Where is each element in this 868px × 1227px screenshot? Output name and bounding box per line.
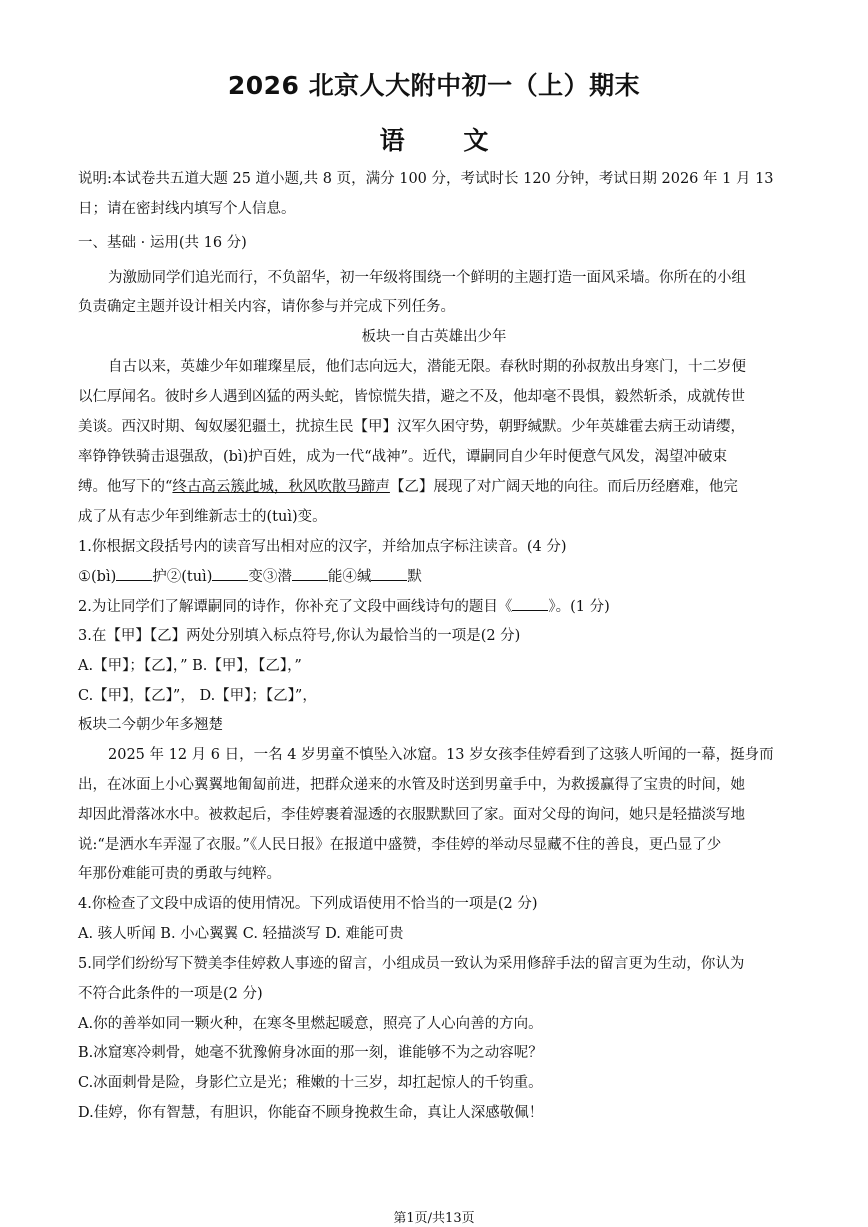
q1-item-c: 变③潜 bbox=[248, 569, 292, 585]
q2-text-b: 》。(1 分) bbox=[548, 599, 610, 615]
question-3-options-ab: A.【甲】；【乙】，” B.【甲】，【乙】，” bbox=[78, 658, 302, 674]
question-5-option-a: A.你的善举如同一颗火种，在寒冬里燃起暖意，照亮了人心向善的方向。 bbox=[78, 1016, 543, 1032]
question-5-option-b: B.冰窟寒冷刺骨，她毫不犹豫俯身冰面的那一刻，谁能够不为之动容呢？ bbox=[78, 1045, 543, 1061]
q1-item-a: ①(bì) bbox=[78, 569, 117, 585]
passage2-line-3: 却因此滑落冰水中。被救起后，李佳婷裹着湿透的衣服默默回了家。面对父母的询问，她只是轻描淡写地 bbox=[78, 807, 745, 823]
question-1: 1.你根据文段括号内的读音写出相对应的汉字，并给加点字标注读音。(4 分) bbox=[78, 539, 567, 555]
question-4: 4.你检查了文段中成语的使用情况。下列成语使用不恰当的一项是(2 分) bbox=[78, 896, 538, 912]
passage2-line-4: 说:“是洒水车弄湿了衣服。”《人民日报》在报道中盛赞，李佳婷的举动尽显藏不住的善良，更凸显了少 bbox=[78, 837, 722, 853]
answer-blank-3[interactable] bbox=[292, 566, 328, 581]
answer-blank-title[interactable] bbox=[512, 596, 548, 611]
exam-title: 2026 北京人大附中初一（上）期末 bbox=[227, 71, 641, 100]
question-1-blanks bbox=[78, 566, 790, 587]
answer-blank-4[interactable] bbox=[371, 566, 407, 581]
task-intro-line-2: 负责确定主题并设计相关内容，请你参与并完成下列任务。 bbox=[78, 299, 455, 315]
underlined-poem: 终古高云簇此城，秋风吹散马蹄声 bbox=[172, 479, 390, 495]
question-2 bbox=[78, 596, 790, 617]
section-heading: 一、基础 · 运用(共 16 分) bbox=[78, 235, 247, 251]
answer-blank-1[interactable] bbox=[116, 566, 152, 581]
passage1-line-6: 成了从有志少年到维新志士的(tuì)变。 bbox=[78, 509, 327, 525]
answer-blank-2[interactable] bbox=[212, 566, 248, 581]
passage1-line-2: 以仁厚闻名。彼时乡人遇到凶猛的两头蛇，皆惊慌失措，避之不及，他却毫不畏惧，毅然斩杀，成就传世 bbox=[78, 389, 745, 405]
question-3: 3.在【甲】【乙】两处分别填入标点符号,你认为最恰当的一项是(2 分) bbox=[78, 628, 521, 644]
q1-item-b: 护②(tuì) bbox=[152, 569, 213, 585]
question-5-line-2: 不符合此条件的一项是(2 分) bbox=[78, 986, 263, 1002]
passage1-line-5-b: 【乙】展现了对广阔天地的向往。而后历经磨难，他完 bbox=[389, 479, 738, 495]
block2-title: 板块二今朝少年多翘楚 bbox=[78, 717, 223, 733]
subject-title: 语 文 bbox=[379, 126, 489, 155]
question-4-options: A. 骇人听闻 B. 小心翼翼 C. 轻描淡写 D. 难能可贵 bbox=[78, 926, 404, 942]
question-5: 5.同学们纷纷写下赞美李佳婷救人事迹的留言，小组成员一致认为采用修辞手法的留言更为生动，你认为 bbox=[78, 956, 745, 972]
block1-title: 板块一自古英雄出少年 bbox=[361, 329, 507, 345]
passage1-line-4: 率铮铮铁骑击退强敌，(bì)护百姓，成为一代“战神”。近代，谭嗣同自少年时便意气风发，渴望冲破束 bbox=[78, 449, 728, 465]
question-5-option-d: D.佳婷，你有智慧，有胆识，你能奋不顾身挽救生命，真让人深感敬佩！ bbox=[78, 1105, 544, 1121]
passage1-line-1: 自古以来，英雄少年如璀璨星辰，他们志向远大，潜能无限。春秋时期的孙叔敖出身寒门，十二岁便 bbox=[108, 359, 746, 375]
passage2-line-1: 2025 年 12 月 6 日，一名 4 岁男童不慎坠入冰窟。13 岁女孩李佳婷看到了这骇人听闻的一幕，挺身而 bbox=[108, 747, 774, 763]
passage2-line-5: 年那份难能可贵的勇敢与纯粹。 bbox=[78, 866, 281, 882]
task-intro-line-1: 为激励同学们追光而行，不负韶华，初一年级将围绕一个鲜明的主题打造一面风采墙。你所在的小组 bbox=[108, 270, 746, 286]
question-3-options-cd: C.【甲】，【乙】”， D.【甲】；【乙】”， bbox=[78, 688, 317, 704]
passage1-line-5-a: 缚。他写下的“ bbox=[78, 479, 173, 495]
passage2-line-2: 出，在冰面上小心翼翼地匍匐前进，把群众递来的水管及时送到男童手中，为救援赢得了宝贵的时间，她 bbox=[78, 777, 745, 793]
q1-item-e: 默 bbox=[407, 569, 422, 585]
q1-item-d: 能④缄 bbox=[327, 569, 372, 585]
question-5-option-c: C.冰面刺骨是险，身影伫立是光；稚嫩的十三岁，却扛起惊人的千钧重。 bbox=[78, 1075, 543, 1091]
instructions-line-2: 日；请在密封线内填写个人信息。 bbox=[78, 201, 296, 217]
page-number: 第1页/共13页 bbox=[393, 1211, 475, 1226]
instructions-line-1: 说明:本试卷共五道大题 25 道小题,共 8 页，满分 100 分，考试时长 120 分钟，考试日期 2026 年 1 月 13 bbox=[78, 171, 774, 187]
passage1-line-3: 美谈。西汉时期、匈奴屡犯疆土，扰掠生民【甲】汉军久困守势，朝野缄默。少年英雄霍去病王动请缨， bbox=[78, 419, 745, 435]
q2-text-a: 2.为让同学们了解谭嗣同的诗作，你补充了文段中画线诗句的题目《 bbox=[78, 599, 513, 615]
passage1-line-5 bbox=[78, 477, 790, 497]
